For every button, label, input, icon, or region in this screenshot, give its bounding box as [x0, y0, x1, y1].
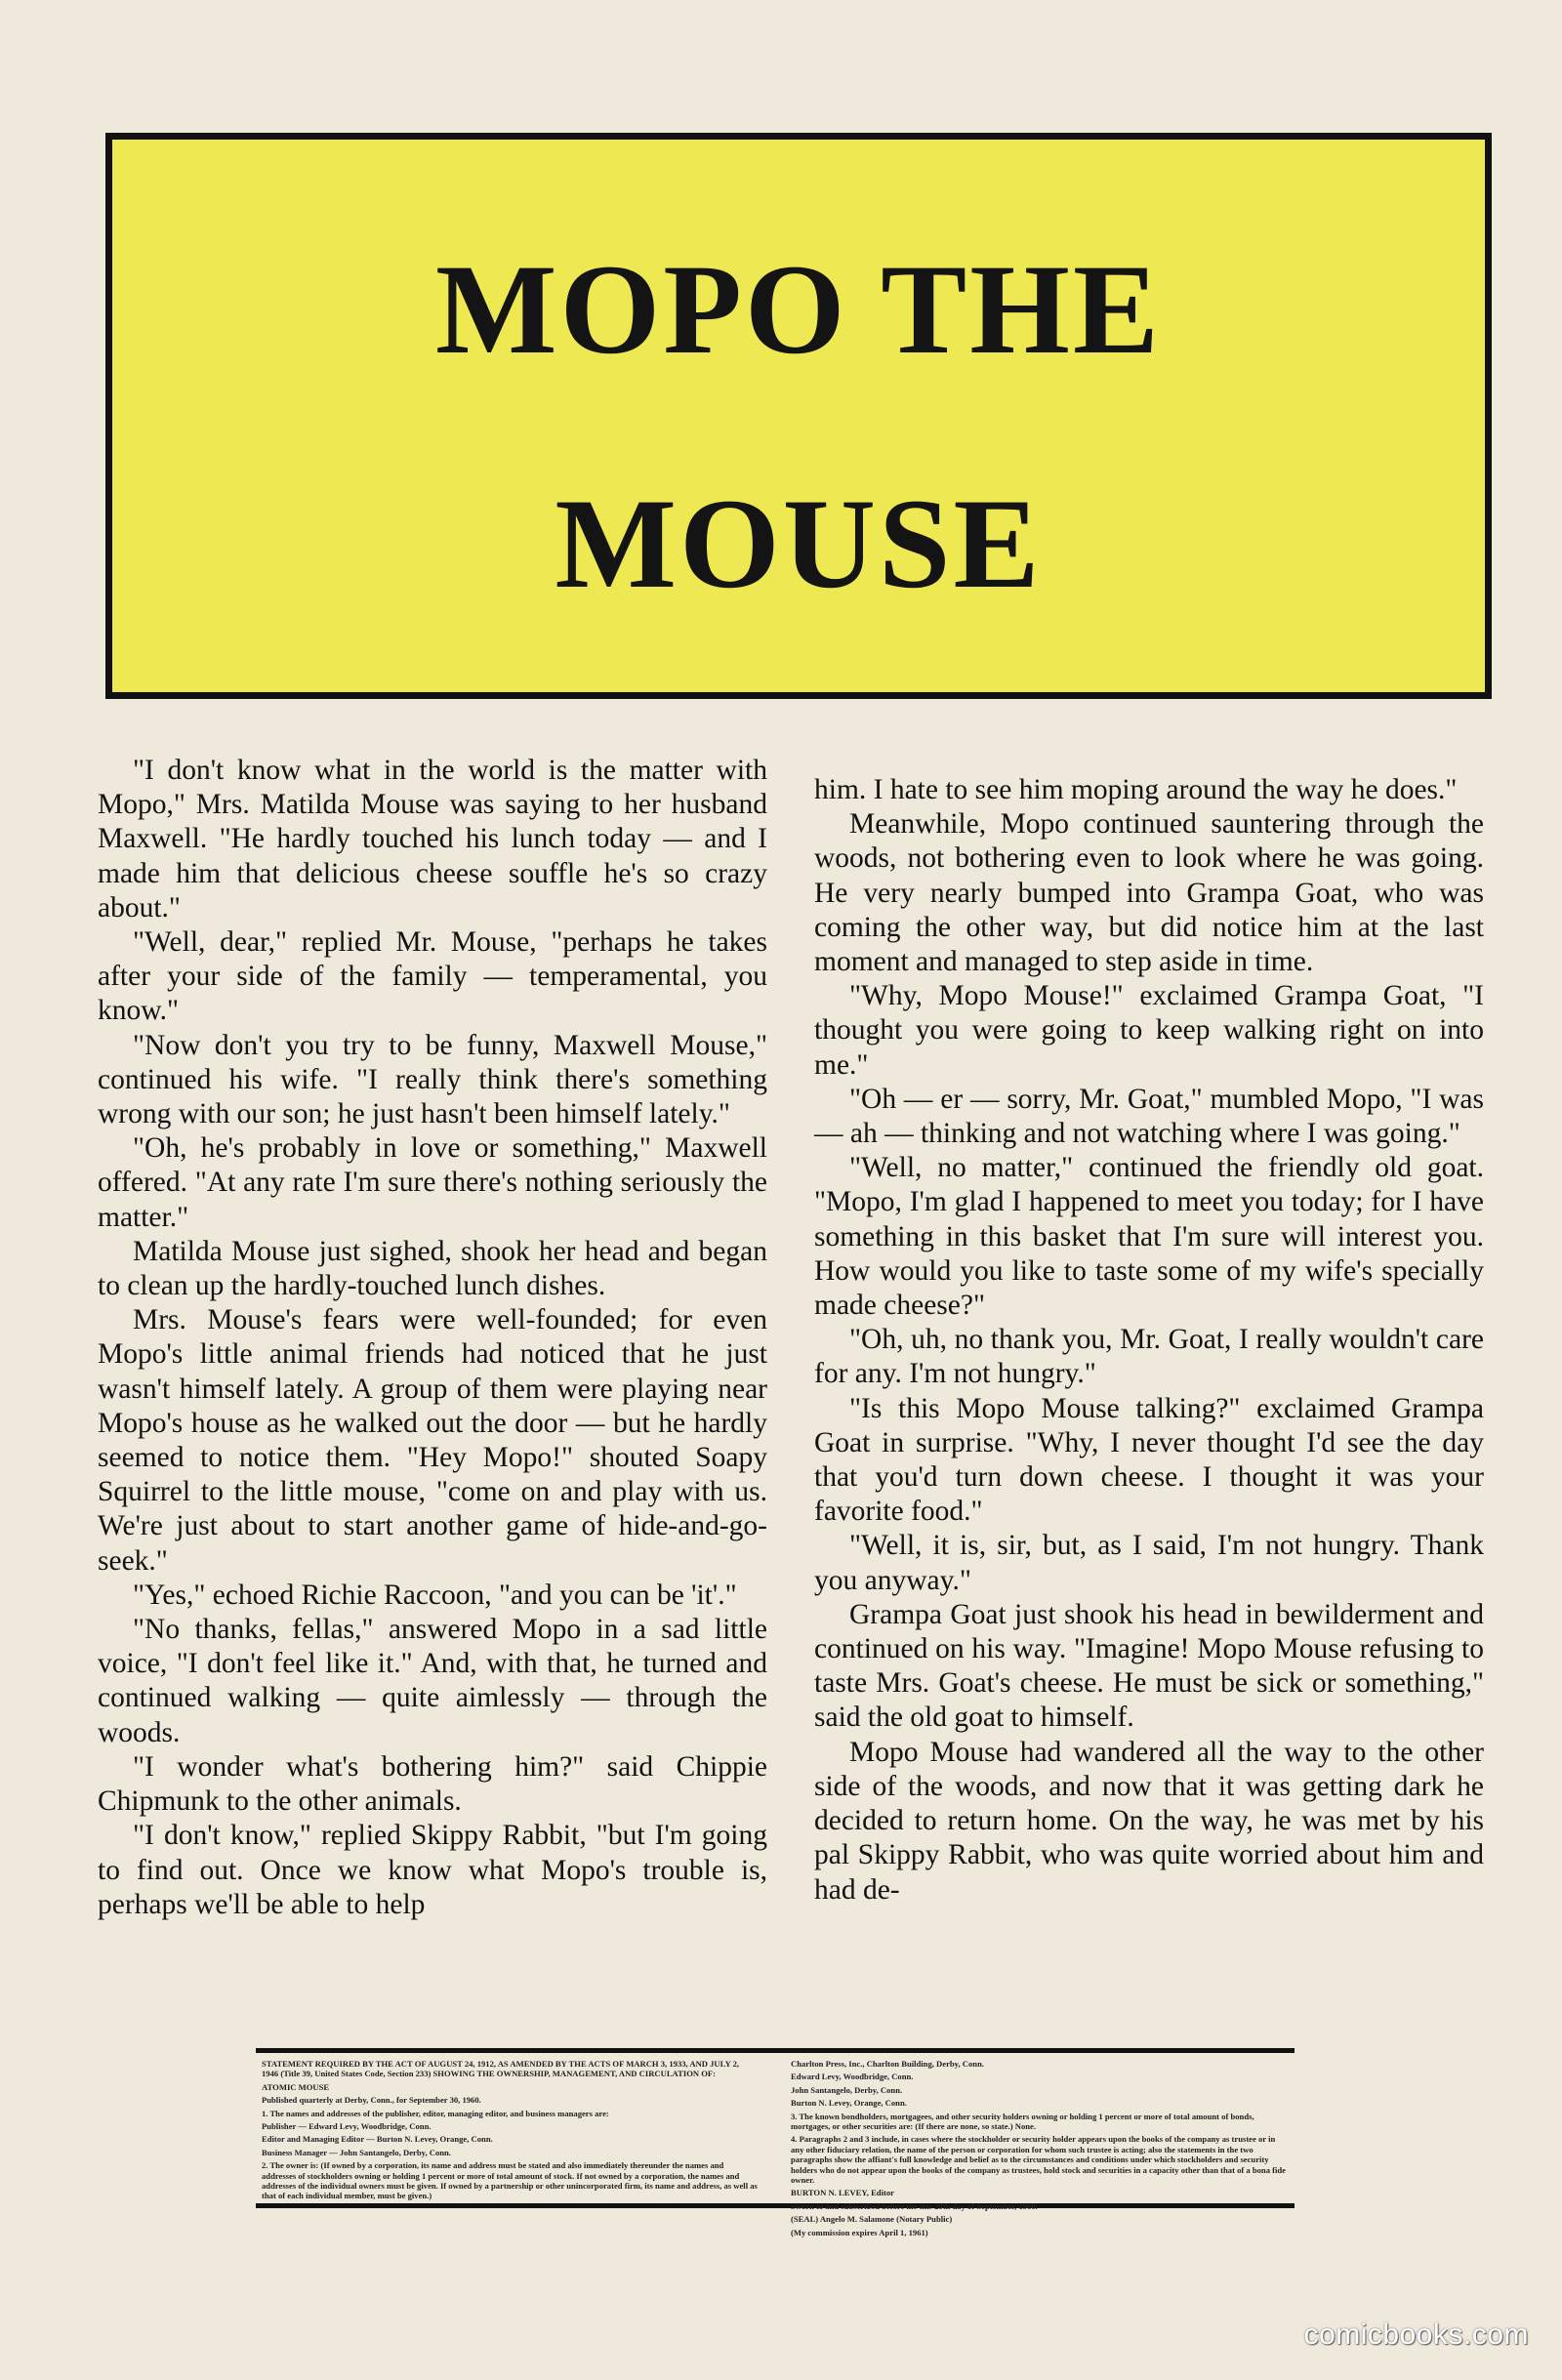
site-watermark: comicbooks.com: [1303, 2318, 1529, 2351]
statement-line: John Santangelo, Derby, Conn.: [791, 2084, 903, 2095]
paragraph: "Well, it is, sir, but, as I said, I'm not hungry. Thank you anyway.": [814, 1530, 1484, 1596]
paragraph: "Is this Mopo Mouse talking?" exclaimed Grampa Goat in surprise. "Why, I never thought I'd see the day that you'd turn down cheese. I thought it was your favorite food.": [814, 1392, 1484, 1528]
paragraph: Mrs. Mouse's fears were well-founded; for even Mopo's little animal friends had noticed that he just wasn't himself lately. A group of them were playing near Mopo's house as he walked out the door — but he hardly seemed to notice them. "Hey Mopo!" shouted Soapy Squirrel to the little mouse, "come on and play with us. We're just about to start another game of hide-and-go-seek.": [98, 1304, 767, 1577]
paragraph: "No thanks, fellas," answered Mopo in a sad little voice, "I don't feel like it." And, with that, he turned and continued walking — quite aimlessly — through the woods.: [98, 1614, 767, 1748]
paragraph: "I wonder what's bothering him?" said Chippie Chipmunk to the other animals.: [98, 1750, 767, 1818]
paragraph: "Well, dear," replied Mr. Mouse, "perhaps he takes after your side of the family — temperamental, you know.": [98, 926, 767, 1027]
statement-line: Charlton Press, Inc., Charlton Building, Derby, Conn.: [791, 2059, 985, 2069]
statement-line: Published quarterly at Derby, Conn., for September 30, 1960.: [262, 2095, 481, 2106]
story-title-line-1: MOPO THE: [435, 237, 1162, 381]
title-panel: [105, 133, 1492, 699]
statement-line: 4. Paragraphs 2 and 3 include, in cases where the stockholder or security holder appears upon the books of the company as trustee or in any other fiduciary relation, the name of the person or corporation for whom such trustee is acting; also the statements in the two paragraphs show the affiant's full knowledge and belief as to the circumstances and conditions under which stockholders and security holders who do not appear upon the books of the company as trustees, hold stock and securities in a capacity other than that of a bona fide owner.: [791, 2134, 1286, 2186]
paragraph: "I don't know what in the world is the matter with Mopo," Mrs. Matilda Mouse was saying to her husband Maxwell. "He hardly touched his lunch today — and I made him that delicious cheese souffle he's so crazy about.": [98, 755, 767, 923]
statement-line: Edward Levy, Woodbridge, Conn.: [791, 2072, 914, 2082]
paragraph: "Now don't you try to be funny, Maxwell Mouse," continued his wife. "I really think there's something wrong with our son; he just hasn't been himself lately.": [98, 1029, 767, 1130]
paragraph: Mopo Mouse had wandered all the way to the other side of the woods, and now that it was getting dark he decided to return home. On the way, he was met by his pal Skippy Rabbit, who was quite worried about him and had de-: [814, 1736, 1484, 1906]
statement-line: Publisher — Edward Levy, Woodbridge, Conn.: [262, 2121, 432, 2132]
ownership-statement: [256, 2048, 1295, 2237]
statement-line: 1. The names and addresses of the publisher, editor, managing editor, and business managers are:: [262, 2108, 609, 2118]
statement-line: 3. The known bondholders, mortgagees, and other security holders owning or holding 1 percent or more of total amount of bonds, mortgages, or other securities are: (If there are none, so state.) None.: [791, 2111, 1254, 2132]
statement-line: BURTON N. LEVEY, Editor: [791, 2188, 894, 2198]
statement-line: Sworn to and subscribed before me this 29th day of September, 1960.: [791, 2200, 1038, 2211]
paragraph: "Oh, uh, no thank you, Mr. Goat, I really wouldn't care for any. I'm not hungry.": [814, 1324, 1484, 1390]
paragraph: Meanwhile, Mopo continued sauntering through the woods, not bothering even to look where he was going. He very nearly bumped into Grampa Goat, who was coming the other way, but did notice him at the last moment and managed to step aside in time.: [814, 808, 1484, 978]
story-column-left: [98, 754, 767, 1922]
statement-line: ATOMIC MOUSE: [262, 2081, 330, 2092]
statement-line: Business Manager — John Santangelo, Derby, Conn.: [262, 2147, 451, 2157]
paragraph: "Oh, he's probably in love or something," Maxwell offered. "At any rate I'm sure there's nothing seriously the matter.": [98, 1132, 767, 1233]
paragraph-continuation: him. I hate to see him moping around the way he does.": [814, 774, 1458, 805]
statement-line: (SEAL) Angelo M. Salamone (Notary Public): [791, 2214, 953, 2225]
story-column-right: [814, 773, 1484, 1908]
paragraph: "Oh — er — sorry, Mr. Goat," mumbled Mopo, "I was — ah — thinking and not watching where I was going.": [814, 1083, 1484, 1150]
paragraph: "Well, no matter," continued the friendly old goat. "Mopo, I'm glad I happened to meet you today; for I have something in this basket that I'm sure will interest you. How would you like to taste some of my wife's specially made cheese?": [814, 1152, 1484, 1322]
paragraph: "Why, Mopo Mouse!" exclaimed Grampa Goat, "I thought you were going to keep walking right on into me.": [814, 980, 1484, 1081]
story-title-line-2: MOUSE: [555, 472, 1043, 615]
statement-line: Burton N. Levey, Orange, Conn.: [791, 2098, 907, 2109]
statement-line: STATEMENT REQUIRED BY THE ACT OF AUGUST 24, 1912, AS AMENDED BY THE ACTS OF MARCH 3, 1933, AND JULY 2, 1946 (Title 39, United States Code, Section 233) SHOWING THE OWNERSHIP, MANAGEMENT, AND CIRCULATION OF:: [262, 2059, 740, 2079]
paragraph: Grampa Goat just shook his head in bewilderment and continued on his way. "Imagine! Mopo Mouse refusing to taste Mrs. Goat's cheese. He must be sick or something," said the old goat to himself.: [814, 1598, 1484, 1734]
statement-line: (My commission expires April 1, 1961): [791, 2227, 928, 2237]
paragraph: "I don't know," replied Skippy Rabbit, "but I'm going to find out. Once we know what Mopo's trouble is, perhaps we'll be able to help: [98, 1820, 767, 1920]
statement-line: Editor and Managing Editor — Burton N. Levey, Orange, Conn.: [262, 2134, 493, 2145]
statement-column-left: [262, 2059, 758, 2204]
paragraph: "Yes," echoed Richie Raccoon, "and you can be 'it'.": [133, 1579, 737, 1611]
statement-line: 2. The owner is: (If owned by a corporation, its name and address must be stated and also immediately thereunder the names and addresses of stockholders owning or holding 1 percent or more of total amount of stock. If not owned by a corporation, the names and addresses of the individual owners must be given. If owned by a partnership or other unincorporated firm, its name and address, as well as that of each individual member, must be given.): [262, 2160, 758, 2201]
paragraph: Matilda Mouse just sighed, shook her head and began to clean up the hardly-touched lunch dishes.: [98, 1235, 767, 1302]
statement-column-right: [791, 2059, 1287, 2240]
